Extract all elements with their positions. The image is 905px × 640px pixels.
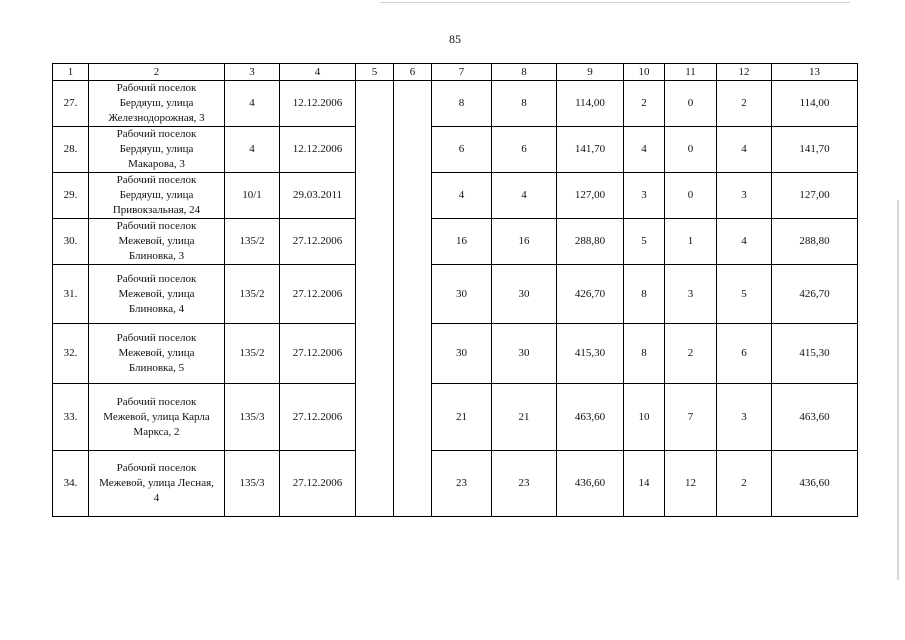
- column-header-12: 12: [717, 64, 772, 81]
- col12-cell: 4: [717, 219, 772, 265]
- address-line: Железнодорожная, 3: [108, 112, 205, 124]
- col3-cell: 135/2: [225, 265, 280, 324]
- col5-empty-cell: [356, 81, 394, 517]
- col8-cell: 30: [492, 265, 557, 324]
- col8-cell: 4: [492, 173, 557, 219]
- address-line: Межевой, улица Карла: [103, 410, 210, 423]
- address-line: Бердяуш, улица: [119, 97, 194, 109]
- col11-cell: 0: [665, 81, 717, 127]
- column-header-9: 9: [557, 64, 624, 81]
- column-header-6: 6: [394, 64, 432, 81]
- address-line: Межевой, улица: [118, 235, 195, 247]
- col3-cell: 135/3: [225, 451, 280, 517]
- col10-cell: 10: [624, 384, 665, 451]
- address-line: Рабочий поселок: [116, 128, 197, 140]
- address-line: 4: [153, 492, 160, 504]
- col10-cell: 5: [624, 219, 665, 265]
- col13-cell: 141,70: [772, 127, 858, 173]
- col9-cell: 127,00: [557, 173, 624, 219]
- col11-cell: 0: [665, 173, 717, 219]
- col12-cell: 2: [717, 451, 772, 517]
- row-number-cell: 32.: [53, 324, 89, 384]
- col9-cell: 288,80: [557, 219, 624, 265]
- col12-cell: 3: [717, 384, 772, 451]
- column-header-10: 10: [624, 64, 665, 81]
- col13-cell: 127,00: [772, 173, 858, 219]
- column-header-7: 7: [432, 64, 492, 81]
- col11-cell: 1: [665, 219, 717, 265]
- col9-cell: 415,30: [557, 324, 624, 384]
- address-cell: [89, 219, 225, 265]
- col8-cell: 16: [492, 219, 557, 265]
- table-row: [53, 451, 858, 517]
- address-line: Рабочий поселок: [116, 82, 197, 94]
- address-line: Рабочий поселок: [116, 220, 197, 232]
- row-number-cell: 33.: [53, 384, 89, 451]
- column-header-1: 1: [53, 64, 89, 81]
- col11-cell: 3: [665, 265, 717, 324]
- address-cell: [89, 81, 225, 127]
- address-line: Межевой, улица: [118, 347, 195, 359]
- column-header-5: 5: [356, 64, 394, 81]
- col7-cell: 30: [432, 265, 492, 324]
- page-number: 85: [449, 32, 461, 46]
- column-header-3: 3: [225, 64, 280, 81]
- col11-cell: 12: [665, 451, 717, 517]
- col13-cell: 463,60: [772, 384, 858, 451]
- address-line: Блиновка, 3: [128, 250, 185, 262]
- col8-cell: 6: [492, 127, 557, 173]
- col10-cell: 3: [624, 173, 665, 219]
- table-row: [53, 127, 858, 173]
- col8-cell: 21: [492, 384, 557, 451]
- col10-cell: 14: [624, 451, 665, 517]
- address-line: Бердяуш, улица: [119, 143, 194, 155]
- address-line: Привокзальная, 24: [112, 204, 201, 216]
- col3-cell: 10/1: [225, 173, 280, 219]
- col11-cell: 7: [665, 384, 717, 451]
- col10-cell: 8: [624, 265, 665, 324]
- col13-cell: 114,00: [772, 81, 858, 127]
- address-line: Рабочий поселок: [116, 395, 197, 408]
- col13-cell: 288,80: [772, 219, 858, 265]
- table-row: [53, 324, 858, 384]
- address-cell: [89, 173, 225, 219]
- address-line: Макарова, 3: [128, 158, 185, 170]
- column-header-2: 2: [89, 64, 225, 81]
- col9-cell: 114,00: [557, 81, 624, 127]
- col3-cell: 4: [225, 81, 280, 127]
- column-header-11: 11: [665, 64, 717, 81]
- col10-cell: 4: [624, 127, 665, 173]
- scan-edge-right: [897, 200, 899, 580]
- col7-cell: 23: [432, 451, 492, 517]
- col6-empty-cell: [394, 81, 432, 517]
- row-number-cell: 31.: [53, 265, 89, 324]
- col3-cell: 135/2: [225, 219, 280, 265]
- col13-cell: 426,70: [772, 265, 858, 324]
- address-line: Межевой, улица Лесная,: [99, 477, 214, 489]
- col3-cell: 135/2: [225, 324, 280, 384]
- row-number-cell: 34.: [53, 451, 89, 517]
- col10-cell: 2: [624, 81, 665, 127]
- scan-edge-top: [380, 2, 850, 3]
- col12-cell: 5: [717, 265, 772, 324]
- table-row: [53, 173, 858, 219]
- address-line: Рабочий поселок: [116, 462, 197, 474]
- row-number-cell: 28.: [53, 127, 89, 173]
- col7-cell: 16: [432, 219, 492, 265]
- col13-cell: 436,60: [772, 451, 858, 517]
- address-line: Рабочий поселок: [116, 174, 197, 186]
- column-header-4: 4: [280, 64, 356, 81]
- table-row: [53, 265, 858, 324]
- address-cell: [89, 384, 225, 451]
- table-row: [53, 384, 858, 451]
- col12-cell: 3: [717, 173, 772, 219]
- address-line: Рабочий поселок: [116, 332, 197, 344]
- col4-date-cell: 27.12.2006: [280, 324, 356, 384]
- address-line: Маркса, 2: [133, 425, 180, 438]
- col7-cell: 4: [432, 173, 492, 219]
- col8-cell: 30: [492, 324, 557, 384]
- address-cell: [89, 324, 225, 384]
- address-cell: [89, 127, 225, 173]
- col4-date-cell: 29.03.2011: [280, 173, 356, 219]
- table-row: [53, 81, 858, 127]
- col7-cell: 6: [432, 127, 492, 173]
- col11-cell: 0: [665, 127, 717, 173]
- col9-cell: 436,60: [557, 451, 624, 517]
- row-number-cell: 30.: [53, 219, 89, 265]
- address-line: Блиновка, 4: [128, 302, 185, 315]
- col9-cell: 426,70: [557, 265, 624, 324]
- col7-cell: 30: [432, 324, 492, 384]
- col4-date-cell: 27.12.2006: [280, 451, 356, 517]
- col11-cell: 2: [665, 324, 717, 384]
- address-cell: [89, 451, 225, 517]
- col8-cell: 23: [492, 451, 557, 517]
- col12-cell: 6: [717, 324, 772, 384]
- row-number-cell: 29.: [53, 173, 89, 219]
- col10-cell: 8: [624, 324, 665, 384]
- col4-date-cell: 27.12.2006: [280, 384, 356, 451]
- table-row: [53, 219, 858, 265]
- col4-date-cell: 12.12.2006: [280, 127, 356, 173]
- data-table: [52, 63, 858, 517]
- col7-cell: 8: [432, 81, 492, 127]
- col9-cell: 141,70: [557, 127, 624, 173]
- address-line: Бердяуш, улица: [119, 189, 194, 201]
- col12-cell: 4: [717, 127, 772, 173]
- address-line: Рабочий поселок: [116, 272, 197, 285]
- col3-cell: 135/3: [225, 384, 280, 451]
- col13-cell: 415,30: [772, 324, 858, 384]
- row-number-cell: 27.: [53, 81, 89, 127]
- column-number-row: [53, 64, 858, 81]
- column-header-8: 8: [492, 64, 557, 81]
- address-line: Блиновка, 5: [128, 362, 185, 374]
- col4-date-cell: 27.12.2006: [280, 219, 356, 265]
- col4-date-cell: 12.12.2006: [280, 81, 356, 127]
- col7-cell: 21: [432, 384, 492, 451]
- col9-cell: 463,60: [557, 384, 624, 451]
- col12-cell: 2: [717, 81, 772, 127]
- col4-date-cell: 27.12.2006: [280, 265, 356, 324]
- col3-cell: 4: [225, 127, 280, 173]
- column-header-13: 13: [772, 64, 858, 81]
- address-cell: [89, 265, 225, 324]
- col8-cell: 8: [492, 81, 557, 127]
- address-line: Межевой, улица: [118, 287, 195, 300]
